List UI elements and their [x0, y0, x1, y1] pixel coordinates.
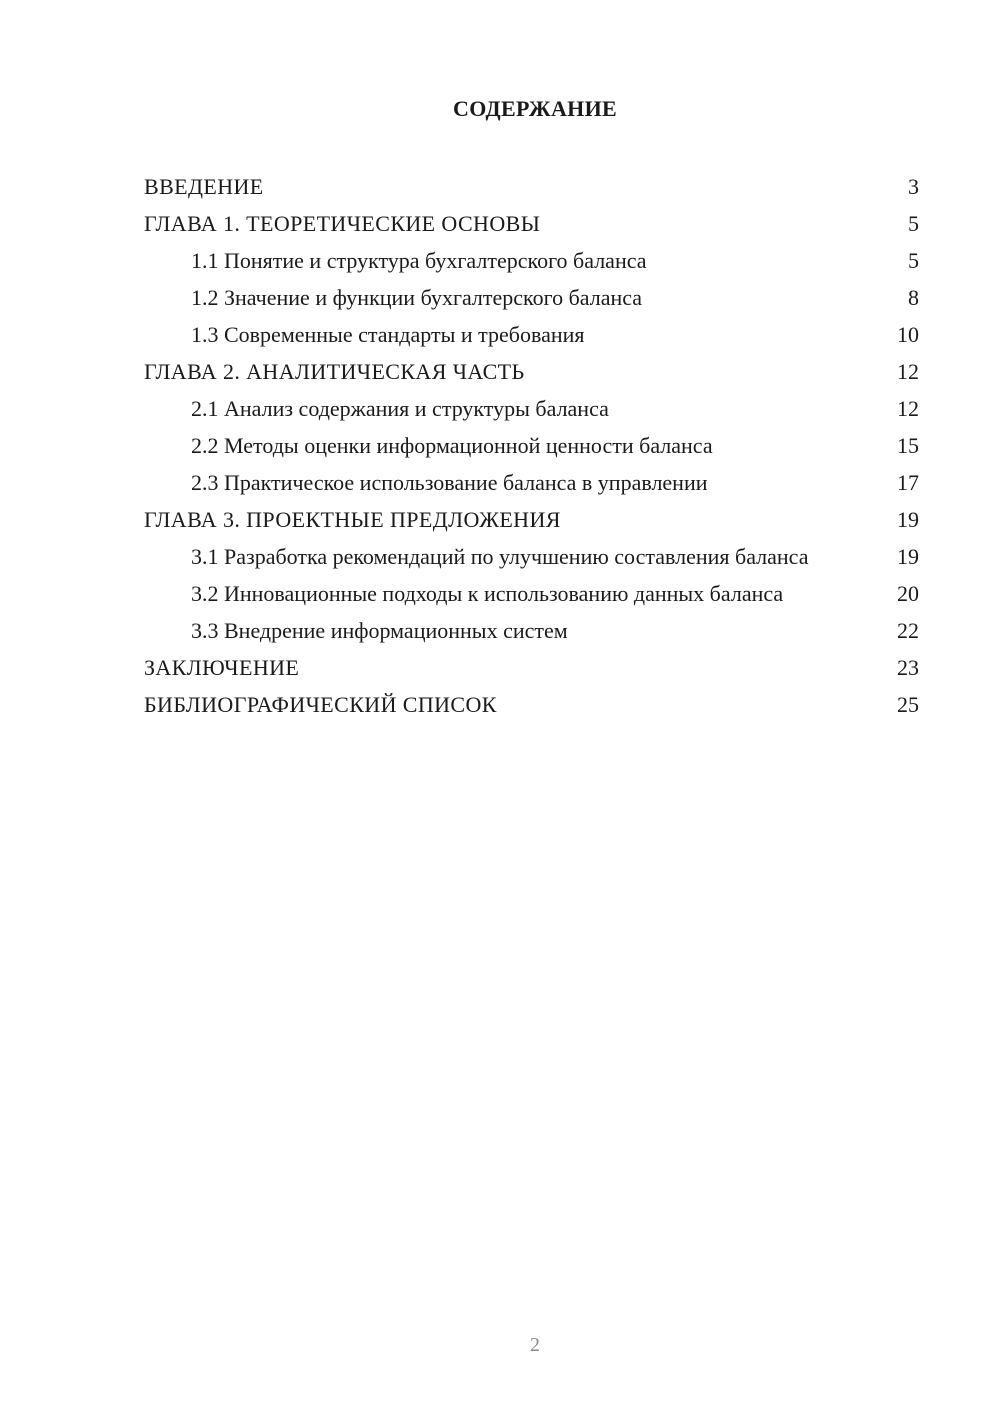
toc-entry-section-2-2[interactable] — [144, 427, 919, 464]
toc-entry-page: 19 — [897, 544, 919, 569]
toc-entry-title: 1.3 Современные стандарты и требования — [191, 322, 585, 347]
toc-entry-page: 20 — [897, 581, 919, 606]
toc-entry-page: 17 — [897, 470, 919, 495]
table-of-contents — [144, 168, 919, 723]
toc-entry-page: 12 — [897, 396, 919, 421]
toc-entry-page: 10 — [897, 322, 919, 347]
toc-entry-title: 3.1 Разработка рекомендаций по улучшению составления баланса — [191, 544, 809, 569]
page-number: 2 — [530, 1334, 540, 1356]
toc-entry-section-2-1[interactable] — [144, 390, 919, 427]
toc-entry-page: 5 — [908, 211, 919, 236]
toc-entry-introduction[interactable] — [144, 168, 919, 205]
toc-entry-title: 2.2 Методы оценки информационной ценности баланса — [191, 433, 713, 458]
toc-entry-title: БИБЛИОГРАФИЧЕСКИЙ СПИСОК — [144, 692, 497, 717]
toc-entry-title: 1.1 Понятие и структура бухгалтерского баланса — [191, 248, 647, 273]
toc-entry-title: ЗАКЛЮЧЕНИЕ — [144, 655, 300, 680]
toc-entry-conclusion[interactable] — [144, 649, 919, 686]
toc-entry-bibliography[interactable] — [144, 686, 919, 723]
toc-entry-section-1-1[interactable] — [144, 242, 919, 279]
toc-entry-page: 15 — [897, 433, 919, 458]
toc-entry-title: 3.3 Внедрение информационных систем — [191, 618, 568, 643]
toc-entry-chapter-2[interactable] — [144, 353, 919, 390]
toc-entry-title: 2.3 Практическое использование баланса в управлении — [191, 470, 708, 495]
toc-entry-title: 1.2 Значение и функции бухгалтерского баланса — [191, 285, 643, 310]
toc-entry-title: ВВЕДЕНИЕ — [144, 174, 264, 199]
toc-entry-page: 25 — [897, 692, 919, 717]
toc-entry-page: 5 — [908, 248, 919, 273]
toc-entry-chapter-1[interactable] — [144, 205, 919, 242]
toc-entry-section-2-3[interactable] — [144, 464, 919, 501]
toc-entry-page: 12 — [897, 359, 919, 384]
page-title: СОДЕРЖАНИЕ — [453, 96, 617, 121]
toc-entry-page: 23 — [897, 655, 919, 680]
toc-entry-page: 22 — [897, 618, 919, 643]
toc-entry-title: ГЛАВА 3. ПРОЕКТНЫЕ ПРЕДЛОЖЕНИЯ — [144, 507, 561, 532]
toc-entry-page: 3 — [908, 174, 919, 199]
toc-entry-section-3-1[interactable] — [144, 538, 919, 575]
toc-entry-section-3-2[interactable] — [144, 575, 919, 612]
toc-entry-section-1-3[interactable] — [144, 316, 919, 353]
toc-entry-section-1-2[interactable] — [144, 279, 919, 316]
toc-entry-chapter-3[interactable] — [144, 501, 919, 538]
toc-entry-title: 2.1 Анализ содержания и структуры баланса — [191, 396, 609, 421]
toc-entry-title: 3.2 Инновационные подходы к использованию данных баланса — [191, 581, 784, 606]
toc-entry-title: ГЛАВА 1. ТЕОРЕТИЧЕСКИЕ ОСНОВЫ — [144, 211, 541, 236]
toc-entry-title: ГЛАВА 2. АНАЛИТИЧЕСКАЯ ЧАСТЬ — [144, 359, 525, 384]
toc-entry-page: 8 — [908, 285, 919, 310]
toc-entry-page: 19 — [897, 507, 919, 532]
toc-entry-section-3-3[interactable] — [144, 612, 919, 649]
